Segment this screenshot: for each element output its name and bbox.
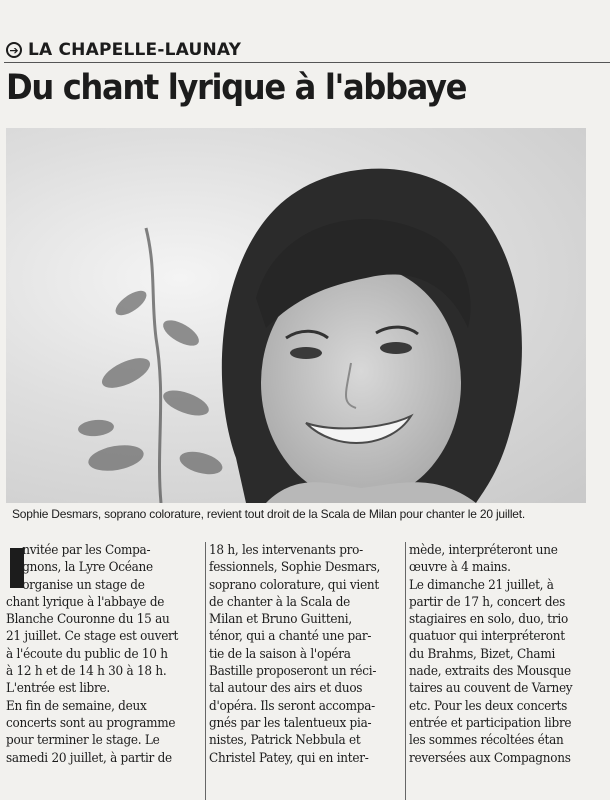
article-line: quatuor qui interpréteront	[409, 629, 565, 645]
article-line: soprano colorature, qui vient	[209, 577, 379, 593]
article-line: chant lyrique à l'abbaye de	[6, 594, 165, 610]
article-line: 18 h, les intervenants pro-	[209, 543, 363, 558]
article-line: Bastille proposeront un réci-	[209, 664, 377, 680]
article-column-3	[409, 542, 572, 767]
article-line: pour terminer le stage. Le	[6, 733, 160, 749]
headline: Du chant lyrique à l'abbaye	[6, 68, 467, 108]
article-line: nade, extraits des Mousque	[409, 664, 571, 680]
article-column-1	[6, 542, 178, 767]
article-line: les sommes récoltées étan	[409, 733, 564, 749]
article-line: nistes, Patrick Nebbula et	[209, 733, 361, 749]
article-line: reversées aux Compagnons	[409, 750, 571, 766]
portrait-photo	[6, 128, 586, 503]
article-line: partir de 17 h, concert des	[409, 594, 566, 610]
section-header	[6, 40, 606, 60]
article-line: mède, interpréteront une	[409, 543, 558, 558]
article-line: fessionnels, Sophie Desmars,	[209, 560, 381, 576]
article-line: tal autour des airs et duos	[209, 681, 363, 697]
header-rule	[4, 62, 610, 63]
article-line: nvitée par les Compa-	[22, 543, 151, 558]
article-line: concerts sont au programme	[6, 715, 176, 731]
article-line: du Brahms, Bizet, Chami	[409, 646, 556, 662]
column-divider	[405, 542, 406, 800]
column-divider	[205, 542, 206, 800]
article-body	[6, 542, 606, 800]
article-line: organise un stage de	[22, 577, 145, 593]
article-line: à l'écoute du public de 10 h	[6, 646, 168, 662]
article-line: Milan et Bruno Guitteni,	[209, 612, 352, 628]
article-line: à 12 h et de 14 h 30 à 18 h.	[6, 664, 167, 680]
photo-caption: Sophie Desmars, soprano colorature, revient tout droit de la Scala de Milan pour chanter le 20 juillet.	[12, 507, 526, 521]
article-line: etc. Pour les deux concerts	[409, 698, 568, 714]
article-line: samedi 20 juillet, à partir de	[6, 750, 172, 766]
article-line: Christel Patey, qui en inter-	[209, 750, 369, 766]
article-column-2	[209, 542, 380, 767]
arrow-right-icon: ➔	[6, 42, 22, 58]
article-line: gnés par les talentueux pia-	[209, 715, 372, 731]
article-line: de chanter à la Scala de	[209, 594, 351, 610]
article-line: En fin de semaine, deux	[6, 698, 147, 714]
article-line: stagiaires en solo, duo, trio	[409, 612, 568, 628]
article-line: taires au couvent de Varney	[409, 681, 573, 697]
article-line: Blanche Couronne du 15 au	[6, 612, 170, 628]
portrait-illustration	[6, 128, 586, 503]
article-line: Le dimanche 21 juillet, à	[409, 577, 554, 593]
article-line: entrée et participation libre	[409, 715, 572, 731]
article-line: gnons, la Lyre Océane	[22, 560, 153, 576]
article-line: œuvre à 4 mains.	[409, 560, 511, 576]
article-line: tie de la saison à l'opéra	[209, 646, 351, 662]
article-line: ténor, qui a chanté une par-	[209, 629, 372, 645]
article-line: d'opéra. Ils seront accompa-	[209, 698, 375, 714]
article-line: 21 juillet. Ce stage est ouvert	[6, 629, 179, 645]
section-label: LA CHAPELLE-LAUNAY	[28, 40, 242, 60]
plant-icon	[77, 228, 224, 503]
article-line: L'entrée est libre.	[6, 681, 110, 697]
